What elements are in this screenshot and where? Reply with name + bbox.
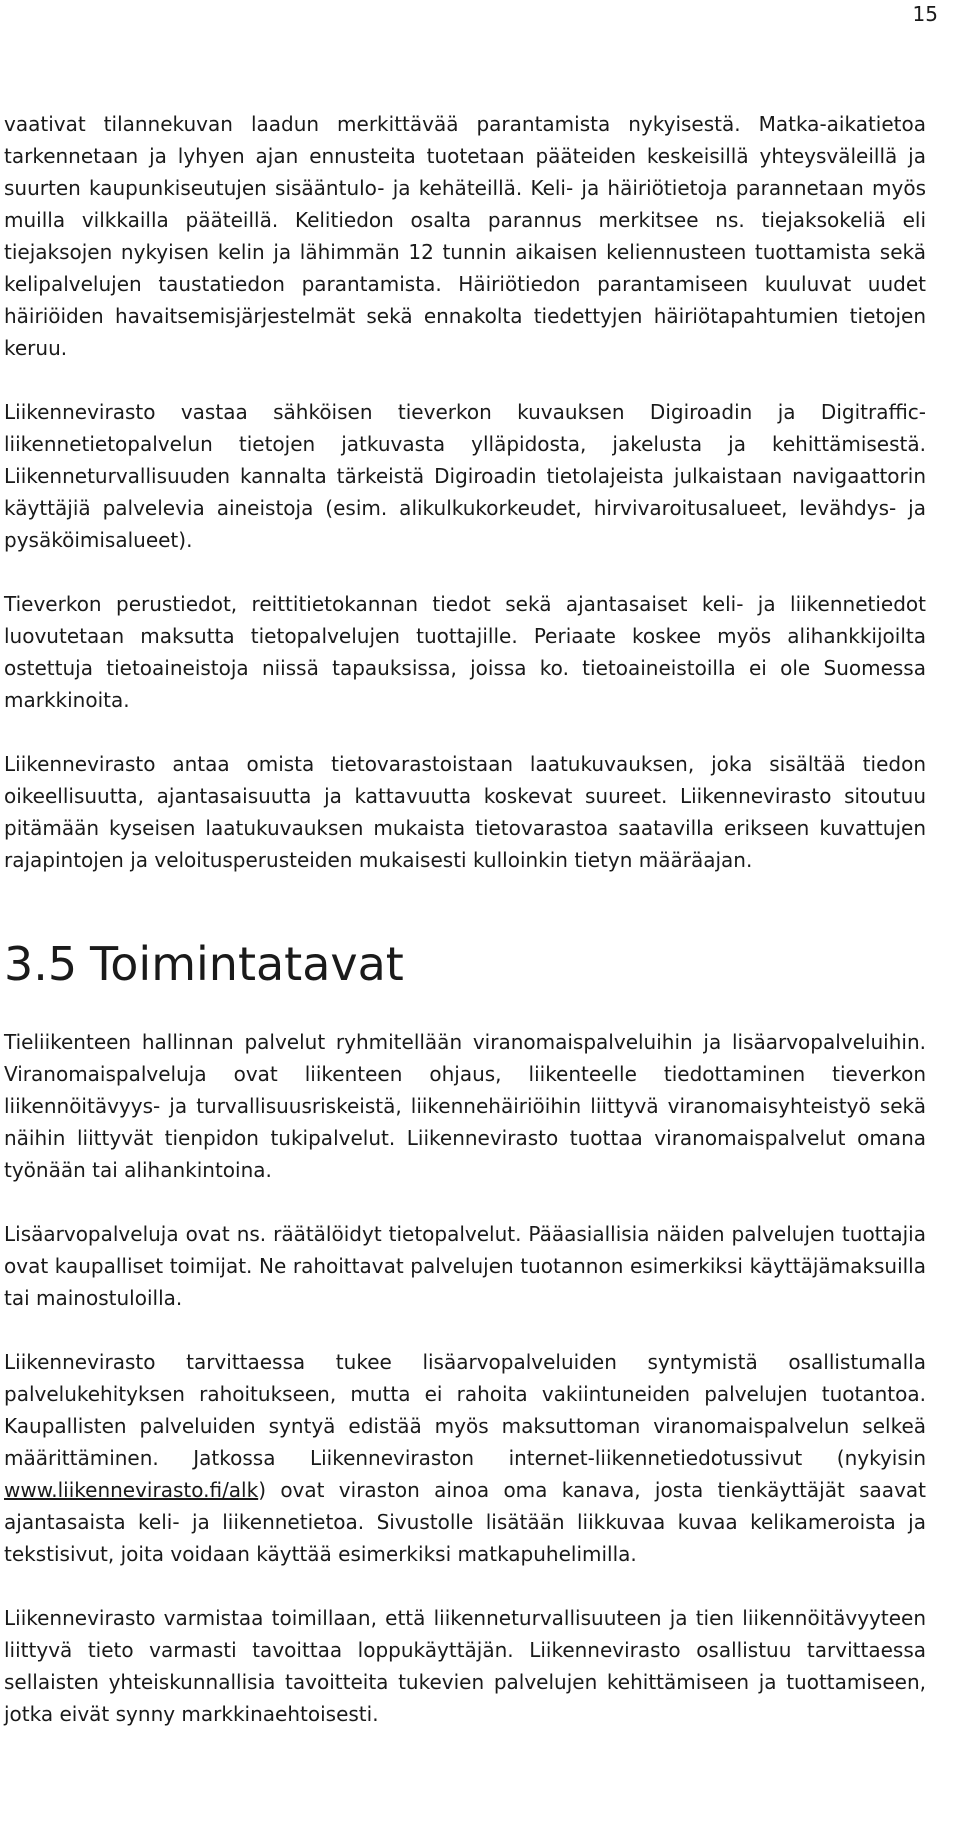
paragraph: Tieverkon perustiedot, reittitietokannan tiedot sekä ajantasaiset keli- ja liikennetiedot luovutetaan maksutta tietopalvelujen tuottajille. Periaate koskee myös alihankkijoilta ostettuja tietoaineistoja niissä tapauksissa, joissa ko. tietoaineistoilla ei ole Suomessa markkinoita. [4,592,926,712]
document-body [4,108,926,1762]
section-heading [4,936,926,992]
paragraph: Liikennevirasto vastaa sähköisen tieverkon kuvauksen Digiroadin ja Digitraffic-liikennetietopalvelun tietojen jatkuvasta ylläpidosta, jakelusta ja kehittämisestä. Liikenneturvallisuuden kannalta tärkeistä Digiroadin tietolajeista julkaistaan navigaattorin käyttäjiä palvelevia aineistoja (esim. alikulkukorkeudet, hirvivaroitusalueet, levähdys- ja pysäköimisalueet). [4,400,926,552]
paragraph: Lisäarvopalveluja ovat ns. räätälöidyt tietopalvelut. Pääasiallisia näiden palvelujen tuottajia ovat kaupalliset toimijat. Ne rahoittavat palvelujen tuotannon esimerkiksi käyttäjämaksuilla tai mainostuloilla. [4,1222,926,1310]
paragraph: Tieliikenteen hallinnan palvelut ryhmitellään viranomaispalveluihin ja lisäarvopalveluihin. Viranomaispalveluja ovat liikenteen ohjaus, liikenteelle tiedottaminen tieverkon liikennöitävyys- ja turvallisuusriskeistä, liikennehäiriöihin liittyvä viranomaisyhteistyö sekä näihin liittyvät tienpidon tukipalvelut. Liikennevirasto tuottaa viranomaispalvelut omana työnään tai alihankintoina. [4,1030,926,1182]
paragraph: Liikennevirasto antaa omista tietovarastoistaan laatukuvauksen, joka sisältää tiedon oikeellisuutta, ajantasaisuutta ja kattavuutta koskevat suureet. Liikennevirasto sitoutuu pitämään kyseisen laatukuvauksen mukaista tietovarastoa saatavilla erikseen kuvattujen rajapintojen ja veloitusperusteiden mukaisesti kulloinkin tietyn määräajan. [4,752,926,872]
page-number: 15 [912,2,938,26]
paragraph-with-link [4,1346,926,1570]
paragraph: vaativat tilannekuvan laadun merkittävää parantamista nykyisestä. Matka-aikatietoa tarkennetaan ja lyhyen ajan ennusteita tuotetaan pääteiden keskeisillä yhteysväleillä ja suurten kaupunkiseutujen sisääntulo- ja kehäteillä. Keli- ja häiriötietoja parannetaan myös muilla vilkkailla pääteillä. Kelitiedon osalta parannus merkitsee ns. tiejaksokeliä eli tiejaksojen nykyisen kelin ja lähimmän 12 tunnin aikaisen keliennusteen tuottamista sekä kelipalvelujen taustatiedon parantamista. Häiriötiedon parantamiseen kuuluvat uudet häiriöiden havaitsemisjärjestelmät sekä ennakolta tiedettyjen häiriötapahtumien tietojen keruu. [4,112,926,360]
paragraph-text-before-link: Liikennevirasto tarvittaessa tukee lisäarvopalveluiden syntymistä osallistumalla palvelukehityksen rahoitukseen, mutta ei rahoita vakiintuneiden palvelujen tuotantoa. Kaupallisten palveluiden syntyä edistää myös maksuttoman viranomaispalvelun selkeä määrittäminen. Jatkossa Liikenneviraston internet-liikennetiedotussivut (nykyisin [4,1350,926,1470]
website-link[interactable]: www.liikennevirasto.fi/alk [4,1478,259,1502]
paragraph-text-after-link: ) ovat viraston ainoa oma kanava, josta tienkäyttäjät saavat ajantasaista keli- ja liikennetietoa. Sivustolle lisätään liikkuvaa kuvaa kelikameroista ja tekstisivut, joita voidaan käyttää esimerkiksi matkapuhelimilla. [4,1478,926,1566]
paragraph: Liikennevirasto varmistaa toimillaan, että liikenneturvallisuuteen ja tien liikennöitävyyteen liittyvä tieto varmasti tavoittaa loppukäyttäjän. Liikennevirasto osallistuu tarvittaessa sellaisten yhteiskunnallisia tavoitteita tukevien palvelujen kehittämiseen ja tuottamiseen, jotka eivät synny markkinaehtoisesti. [4,1606,926,1726]
section-number: 3.5 [4,937,78,991]
section-title: Toimintatavat [90,937,404,991]
